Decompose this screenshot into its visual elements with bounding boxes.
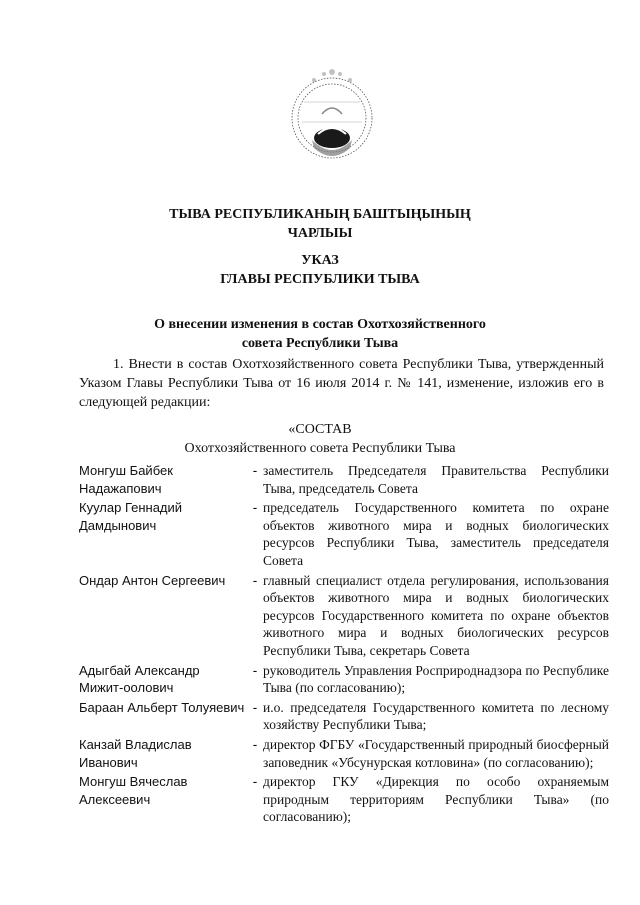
member-dash: - <box>252 699 258 715</box>
member-row <box>79 572 609 662</box>
member-position: руководитель Управления Росприроднадзора по Республике Тыва (по согласованию); <box>263 662 609 696</box>
member-dash: - <box>252 500 258 516</box>
member-row <box>79 736 609 773</box>
paragraph-1: 1. Внести в состав Охотхозяйственного совета Республики Тыва, утвержденный Указом Главы Республики Тыва от 16 июля 2014 г. № 141, изменение, изложив его в следующей редакции: <box>79 357 604 410</box>
member-dash: - <box>252 572 258 588</box>
header-title <box>0 205 640 243</box>
composition-title: «СОСТАВ <box>288 422 352 437</box>
decree-subject <box>0 315 640 353</box>
member-dash: - <box>252 774 258 790</box>
member-name: Канзай Владислав Иванович <box>79 736 192 770</box>
member-position: главный специалист отдела регулирования, использования объектов животного мира и водных биологических ресурсов Государственного комитета по охране объектов животного мира и водных биологических ресурсов Республики Тыва, секретарь Совета <box>263 572 609 658</box>
composition-heading <box>0 420 640 458</box>
member-dash: - <box>252 736 258 752</box>
member-position: председатель Государственного комитета по охране объектов животного мира и водных биологических ресурсов Республики Тыва, заместитель председателя Совета <box>263 500 609 568</box>
member-position: директор ФГБУ «Государственный природный биосферный заповедник «Убсунурская котловина» (по согласованию); <box>263 736 609 770</box>
coat-of-arms-emblem <box>284 62 380 172</box>
member-name: Ондар Антон Сергеевич <box>79 572 226 588</box>
member-name: Монгуш Вячеслав Алексеевич <box>79 774 188 807</box>
subject-line-2: совета Республики Тыва <box>241 336 399 351</box>
member-name: Куулар Геннадий Дамдынович <box>79 500 183 533</box>
members-table <box>79 462 609 828</box>
member-dash: - <box>252 463 258 478</box>
member-name: Адыгбай Александр Мижит-оолович <box>79 662 200 696</box>
member-row <box>79 462 609 499</box>
member-row <box>79 699 609 736</box>
decree-title <box>0 251 640 289</box>
member-row <box>79 773 609 828</box>
subject-line-1: О внесении изменения в состав Охотхозяйственного <box>154 317 486 332</box>
member-position: директор ГКУ «Дирекция по особо охраняемым природным территориям Республики Тыва» (по согласованию); <box>263 774 609 825</box>
member-name: Бараан Альберт Толуяевич <box>79 699 245 715</box>
composition-subtitle: Охотхозяйственного совета Республики Тыва <box>184 441 456 456</box>
member-position: и.о. председателя Государственного комитета по лесному хозяйству Республики Тыва; <box>263 699 609 733</box>
header-line-4: ГЛАВЫ РЕСПУБЛИКИ ТЫВА <box>220 272 420 287</box>
member-position: заместитель Председателя Правительства Республики Тыва, председатель Совета <box>263 463 609 496</box>
member-row <box>79 499 609 571</box>
header-line-1: ТЫВА РЕСПУБЛИКАНЫҢ БАШТЫҢЫНЫҢ <box>169 207 471 222</box>
header-line-2: ЧАРЛЫЫ <box>287 226 353 241</box>
header-line-3: УКАЗ <box>301 253 339 268</box>
member-name: Монгуш Байбек Надажапович <box>79 463 173 496</box>
member-row <box>79 662 609 699</box>
member-dash: - <box>252 662 258 678</box>
